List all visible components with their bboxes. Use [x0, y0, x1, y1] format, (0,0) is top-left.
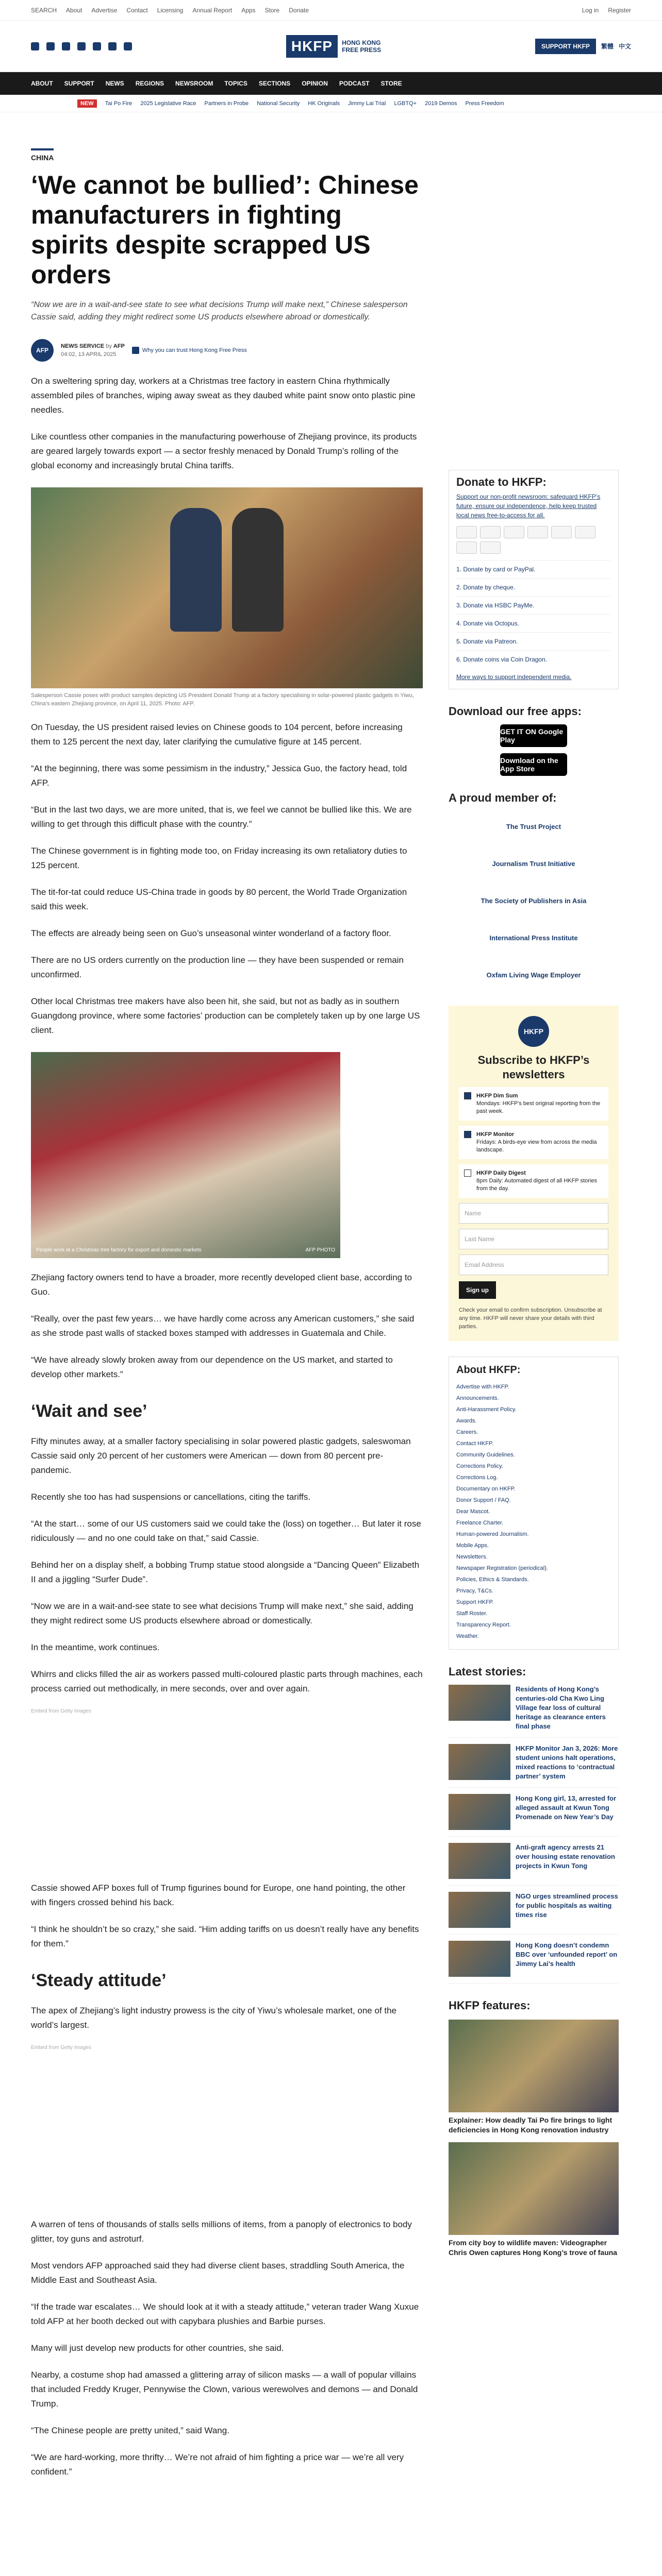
feature-title[interactable]: Explainer: How deadly Tai Po fire brings to light deficiencies in Hong Kong renovation industry: [449, 2116, 613, 2134]
article-photo-trump-figures: [31, 487, 423, 688]
newsletter-option[interactable]: [459, 1126, 608, 1159]
story-thumbnail[interactable]: [449, 1744, 510, 1780]
checkbox-unchecked[interactable]: [464, 1170, 471, 1177]
paragraph: The tit-for-tat could reduce US-China trade in goods by 80 percent, the World Trade Organization said this week.: [31, 887, 407, 911]
feature-title[interactable]: From city boy to wildlife maven: Videographer Chris Owen captures Hong Kong’s trove of fauna: [449, 2239, 617, 2257]
member-logo[interactable]: The Society of Publishers in Asia: [481, 896, 587, 905]
article-category[interactable]: CHINA: [31, 148, 54, 162]
about-link[interactable]: About: [66, 6, 82, 14]
publish-date: 04:02, 13 APRIL 2025: [61, 351, 117, 358]
story-title[interactable]: Hong Kong doesn’t condemn BBC over ‘unfounded report’ on Jimmy Lai’s health: [516, 1941, 618, 1968]
store-link[interactable]: Store: [264, 6, 280, 14]
about-link[interactable]: Human-powered Journalism.: [456, 1531, 529, 1537]
author-name[interactable]: NEWS SERVICE: [61, 343, 105, 349]
nav-topics[interactable]: TOPICS: [224, 80, 247, 87]
logo-wordmark: [342, 39, 381, 54]
masthead: [0, 21, 662, 72]
social-icons: [31, 42, 132, 50]
about-link[interactable]: Weather.: [456, 1633, 479, 1639]
paypal-icon: [527, 526, 548, 538]
paragraph: “We are hard-working, more thrifty… We’re not afraid of him fighting a price war — we’re all very confident.”: [31, 2452, 404, 2477]
article: [31, 112, 423, 2479]
paragraph: Recently she too has had suspensions or cancellations, citing the tariffs.: [31, 1492, 311, 1502]
checkbox-checked[interactable]: [464, 1131, 471, 1138]
nav-opinion[interactable]: OPINION: [302, 80, 328, 87]
newsletter-desc: 8pm Daily: Automated digest of all HKFP stories from the day.: [476, 1178, 597, 1192]
story-title[interactable]: HKFP Monitor Jan 3, 2026: More student unions halt operations, mixed reactions to ‘contractual partner’ system: [516, 1744, 618, 1780]
section-heading: ‘Wait and see’: [31, 1401, 147, 1421]
newsletter-name: HKFP Dim Sum: [476, 1093, 518, 1099]
lang-switch-zh2[interactable]: 中文: [618, 43, 631, 50]
signup-button[interactable]: Sign up: [459, 1281, 496, 1299]
trending-link[interactable]: Tai Po Fire: [105, 100, 133, 107]
mail-icon[interactable]: [108, 42, 117, 50]
figurine-shape: [232, 508, 284, 632]
trending-link[interactable]: 2025 Legislative Race: [140, 100, 196, 107]
newsletter-option[interactable]: [459, 1087, 608, 1121]
email-input[interactable]: Email Address: [459, 1255, 608, 1275]
search-link[interactable]: SEARCH: [31, 6, 57, 14]
lang-switch-zh[interactable]: 繁體: [601, 43, 614, 50]
article-photo-factory: [31, 1052, 340, 1258]
about-link[interactable]: Policies, Ethics & Standards.: [456, 1577, 529, 1583]
paragraph: “The Chinese people are pretty united,” said Wang.: [31, 2426, 229, 2435]
about-link[interactable]: Newspaper Registration (periodical).: [456, 1565, 548, 1571]
paragraph: On a sweltering spring day, workers at a Christmas tree factory in eastern China rhythmically assembled piles of branches, wiping away sweat as they daubed white paint snow onto plastic pine needles.: [31, 376, 416, 415]
nav-sections[interactable]: SECTIONS: [258, 80, 291, 87]
about-link[interactable]: Corrections Policy.: [456, 1463, 503, 1469]
getty-embed-label[interactable]: Embed from Getty Images: [31, 2045, 91, 2050]
coin-icon: [480, 541, 501, 554]
top-bar: [0, 0, 662, 21]
paragraph: Whirrs and clicks filled the air as workers passed multi-coloured plastic parts through machines, each process carried out methodically, in mere seconds, over and over again.: [31, 1669, 423, 1693]
newsletter-name: HKFP Monitor: [476, 1131, 515, 1138]
octopus-icon: [575, 526, 595, 538]
trending-link[interactable]: Partners in Probe: [204, 100, 249, 107]
byline-meta: NEWS SERVICE by AFP 04:02, 13 APRIL 2025: [61, 343, 125, 358]
section-heading: ‘Steady attitude’: [31, 1971, 167, 1990]
payment-icons: [456, 526, 611, 554]
member-logo[interactable]: Journalism Trust Initiative: [492, 859, 575, 868]
story-thumbnail[interactable]: [449, 1794, 510, 1830]
about-link[interactable]: Newsletters.: [456, 1554, 488, 1560]
paragraph: Nearby, a costume shop had amassed a glittering array of silicon masks — a wall of popular villains that included Freddy Kruger, Pennywise the Clown, various werewolves and demons — and Donald Trump.: [31, 2370, 418, 2409]
donate-option[interactable]: 6. Donate coins via Coin Dragon.: [456, 650, 611, 668]
about-link[interactable]: Anti-Harassment Policy.: [456, 1406, 517, 1413]
photo-credit: AFP PHOTO: [305, 1247, 335, 1253]
paragraph: There are no US orders currently on the production line — they have been suspended or remain unconfirmed.: [31, 955, 404, 979]
nav-news[interactable]: NEWS: [105, 80, 124, 87]
last-name-input[interactable]: Last Name: [459, 1229, 608, 1249]
paragraph: Zhejiang factory owners tend to have a broader, more recently developed client base, according to Guo.: [31, 1273, 412, 1297]
feature-image[interactable]: [449, 2142, 619, 2235]
about-widget: [449, 1357, 619, 1650]
main-nav: [0, 72, 662, 95]
donate-option[interactable]: 1. Donate by card or PayPal.: [456, 560, 611, 578]
patreon-icon: [456, 541, 477, 554]
nav-podcast[interactable]: PODCAST: [339, 80, 370, 87]
licensing-link[interactable]: Licensing: [157, 6, 184, 14]
instagram-icon[interactable]: [62, 42, 70, 50]
google-play-button[interactable]: GET IT ON Google Play: [500, 724, 567, 747]
shield-icon: [132, 347, 139, 354]
trending-link[interactable]: Jimmy Lai Trial: [348, 100, 386, 107]
paragraph: “I think he shouldn’t be so crazy,” she said. “Him adding tariffs on us doesn’t really have any benefits for them.”: [31, 1924, 419, 1948]
newsletter-logo: HKFP: [518, 1016, 549, 1047]
story-title[interactable]: Residents of Hong Kong’s centuries-old Cha Kwo Ling Village fear loss of cultural heritage as clearance enters final phase: [516, 1685, 606, 1730]
advertise-link[interactable]: Advertise: [91, 6, 118, 14]
latest-story[interactable]: [449, 1679, 619, 1738]
story-thumbnail[interactable]: [449, 1941, 510, 1977]
apps-link[interactable]: Apps: [241, 6, 256, 14]
nav-support[interactable]: SUPPORT: [64, 80, 94, 87]
donate-text-link[interactable]: Support our non-profit newsroom: safeguard HKFP’s future, ensure our independence, help keep trusted local news free-to-access for all.: [456, 493, 601, 519]
paragraph: Fifty minutes away, at a smaller factory specialising in solar powered plastic gadgets, saleswoman Cassie said only 20 percent of her customers were American — down from 80 percent pre-pandemic.: [31, 1436, 411, 1475]
paragraph: “At the beginning, there was some pessimism in the industry,” Jessica Guo, the factory head, told AFP.: [31, 764, 407, 788]
about-link[interactable]: Advertise with HKFP.: [456, 1384, 509, 1390]
newsletter-desc: Fridays: A birds-eye view from across the media landscape.: [476, 1139, 597, 1153]
newsletter-note: Check your email to confirm subscription. Unsubscribe at any time. HKFP will never share your details with third parties.: [459, 1307, 602, 1330]
apps-title: Download our free apps:: [449, 705, 582, 718]
about-link[interactable]: Mobile Apps.: [456, 1543, 489, 1549]
about-link[interactable]: Corrections Log.: [456, 1475, 498, 1481]
sidebar: [449, 112, 619, 2479]
nav-about[interactable]: ABOUT: [31, 80, 53, 87]
logo-line2: FREE PRESS: [342, 46, 382, 54]
paragraph: On Tuesday, the US president raised levies on Chinese goods to 104 percent, before increasing them to 125 percent the next day, later clarifying the cumulative figure at 145 percent.: [31, 722, 403, 747]
contact-link[interactable]: Contact: [126, 6, 148, 14]
getty-embed-label[interactable]: Embed from Getty Images: [31, 1708, 91, 1714]
donate-link[interactable]: Donate: [289, 6, 309, 14]
paragraph: In the meantime, work continues.: [31, 1642, 160, 1652]
member-logo[interactable]: Oxfam Living Wage Employer: [486, 971, 581, 979]
topbar-left: [31, 7, 309, 14]
site-logo[interactable]: [286, 35, 381, 58]
donate-title: Donate to HKFP:: [456, 476, 547, 488]
login-link[interactable]: Log in: [582, 6, 599, 14]
trending-link[interactable]: 2019 Demos: [425, 100, 457, 107]
paragraph: A warren of tens of thousands of stalls sells millions of items, from a panoply of electronics to body glitter, toy guns and astroturf.: [31, 2219, 412, 2244]
about-link[interactable]: Support HKFP.: [456, 1599, 494, 1605]
trending-bar: [0, 95, 662, 112]
about-link[interactable]: Contact HKFP.: [456, 1440, 493, 1447]
logo-line1: HONG KONG: [342, 39, 381, 46]
feature-card[interactable]: [449, 2142, 619, 2258]
proud-member-title: A proud member of:: [449, 791, 557, 804]
getty-embed-space: [31, 1714, 423, 1869]
newsletter-widget: [449, 1006, 619, 1341]
support-button[interactable]: SUPPORT HKFP: [535, 39, 596, 54]
paragraph: “We have already slowly broken away from our dependence on the US market, and started to develop other markets.”: [31, 1355, 393, 1379]
latest-story[interactable]: [449, 1886, 619, 1935]
story-title[interactable]: Anti-graft agency arrests 21 over housing estate renovation projects in Kwun Tong: [516, 1843, 615, 1870]
photo-caption-overlay: People work at a Christmas tree factory for export and domestic markets: [36, 1247, 202, 1253]
nav-newsroom[interactable]: NEWSROOM: [175, 80, 213, 87]
paragraph: “But in the last two days, we are more united, that is, we feel we cannot be bullied like this. We are willing to get through this difficult phase with the country.”: [31, 805, 412, 829]
donate-option[interactable]: 5. Donate via Patreon.: [456, 632, 611, 650]
rss-icon[interactable]: [124, 42, 132, 50]
first-name-input[interactable]: Name: [459, 1203, 608, 1224]
article-body: [31, 374, 423, 2479]
youtube-icon[interactable]: [93, 42, 101, 50]
author-org[interactable]: AFP: [113, 343, 125, 349]
about-link[interactable]: Freelance Charter.: [456, 1520, 504, 1526]
story-title[interactable]: Hong Kong girl, 13, arrested for alleged assault at Kwun Tong Promenade on New Year’s Day: [516, 1794, 617, 1821]
feature-image[interactable]: [449, 2020, 619, 2112]
new-badge: NEW: [77, 99, 97, 108]
trust-link[interactable]: [132, 347, 247, 354]
trending-link[interactable]: National Security: [257, 100, 300, 107]
nav-store[interactable]: STORE: [380, 80, 402, 87]
mastercard-icon: [456, 526, 477, 538]
paragraph: “Now we are in a wait-and-see state to see what decisions Trump will make next,” she said, adding they might redirect some US products elsewhere abroad or domestically.: [31, 1601, 413, 1625]
article-title: ‘We cannot be bullied’: Chinese manufacturers in fighting spirits despite scrapped US orders: [31, 171, 419, 289]
latest-title: Latest stories:: [449, 1665, 526, 1678]
paragraph: Like countless other companies in the manufacturing powerhouse of Zhejiang province, its products are geared largely towards export — a sector freshly menaced by Donald Trump’s rolling of the global economy and increasingly brutal China tariffs.: [31, 432, 417, 470]
paragraph: Behind her on a display shelf, a bobbing Trump statue stood alongside a “Dancing Queen” Elizabeth II and a jiggling “Surfer Dude”.: [31, 1560, 420, 1584]
threads-icon[interactable]: [77, 42, 86, 50]
app-store-button[interactable]: Download on the App Store: [500, 753, 567, 776]
trending-link[interactable]: HK Originals: [308, 100, 340, 107]
about-link[interactable]: Donor Support / FAQ.: [456, 1497, 511, 1503]
story-title[interactable]: NGO urges streamlined process for public hospitals as waiting times rise: [516, 1892, 618, 1919]
latest-story[interactable]: [449, 1738, 619, 1788]
donate-option[interactable]: 4. Donate via Octopus.: [456, 614, 611, 632]
about-link[interactable]: Privacy, T&Cs.: [456, 1588, 493, 1594]
about-link[interactable]: Awards.: [456, 1418, 477, 1424]
newsletter-option[interactable]: [459, 1164, 608, 1198]
paragraph: Many will just develop new products for other countries, she said.: [31, 2343, 284, 2353]
paragraph: The effects are already being seen on Guo’s unseasonal winter wonderland of a factory floor.: [31, 928, 391, 938]
latest-story[interactable]: [449, 1788, 619, 1837]
about-link[interactable]: Staff Roster.: [456, 1611, 488, 1617]
paragraph: “Really, over the past few years… we have hardly come across any American customers,” she said as she strode past walls of stacked boxes stamped with addresses in Guatemala and Chile.: [31, 1314, 415, 1338]
story-thumbnail[interactable]: [449, 1892, 510, 1928]
paragraph: Most vendors AFP approached said they had diverse client bases, straddling South America, the Middle East and Southeast Asia.: [31, 2261, 405, 2285]
more-ways-link[interactable]: More ways to support independent media.: [456, 673, 572, 681]
trending-link[interactable]: LGBTQ+: [394, 100, 417, 107]
logo-mark: HKFP: [286, 35, 338, 58]
about-title: About HKFP:: [456, 1364, 521, 1376]
about-link[interactable]: Documentary on HKFP.: [456, 1486, 516, 1492]
donate-option[interactable]: 3. Donate via HSBC PayMe.: [456, 596, 611, 614]
story-thumbnail[interactable]: [449, 1685, 510, 1721]
photo-caption: Salesperson Cassie poses with product samples depicting US President Donald Trump at a factory specialising in solar-powered plastic gadgets in Yiwu, China’s eastern Zhejiang province, on April 11, 2025. Photo: AFP.: [31, 692, 414, 707]
about-link[interactable]: Careers.: [456, 1429, 478, 1435]
features-title: HKFP features:: [449, 1999, 531, 2012]
checkbox-checked[interactable]: [464, 1092, 471, 1099]
figurine-shape: [170, 508, 222, 632]
masthead-actions: [535, 39, 631, 54]
donate-option[interactable]: 2. Donate by cheque.: [456, 578, 611, 596]
getty-embed-space: [31, 2050, 423, 2205]
paragraph: The apex of Zhejiang’s light industry prowess is the city of Yiwu’s wholesale market, one of the world’s largest.: [31, 2006, 397, 2030]
feature-card[interactable]: [449, 2020, 619, 2135]
author-avatar[interactable]: AFP: [31, 339, 54, 362]
paragraph: Cassie showed AFP boxes full of Trump figurines bound for Europe, one hand pointing, the other with fingers crossed behind his back.: [31, 1883, 406, 1907]
about-link[interactable]: Dear Mascot.: [456, 1509, 490, 1515]
donate-options: [456, 560, 611, 668]
about-link[interactable]: Community Guidelines.: [456, 1452, 515, 1458]
topbar-right: [582, 7, 631, 14]
about-link[interactable]: Announcements.: [456, 1395, 499, 1401]
about-link[interactable]: Transparency Report.: [456, 1622, 511, 1628]
register-link[interactable]: Register: [608, 6, 631, 14]
member-logo[interactable]: International Press Institute: [489, 934, 578, 942]
paragraph: “At the start… some of our US customers said we could take the (loss) on together… But later it rose ridiculously — and no one could take on that,” said Cassie.: [31, 1519, 421, 1543]
story-thumbnail[interactable]: [449, 1843, 510, 1879]
paragraph: “If the trade war escalates… We should look at it with a steady attitude,” veteran trader Wang Xuxue told AFP at her booth decked out with capybara plushies and Barbie purses.: [31, 2302, 419, 2326]
amex-icon: [504, 526, 524, 538]
paragraph: The Chinese government is in fighting mode too, on Friday increasing its own retaliatory duties to 125 percent.: [31, 846, 407, 870]
article-standfirst: “Now we are in a wait-and-see state to see what decisions Trump will make next,” Chinese salesperson Cassie said, adding they might redirect some US products elsewhere abroad or domestically.: [31, 300, 408, 321]
donate-widget: [449, 470, 619, 689]
facebook-icon[interactable]: [46, 42, 55, 50]
member-logo[interactable]: The Trust Project: [506, 822, 561, 831]
newsletter-desc: Mondays: HKFP’s best original reporting from the past week.: [476, 1100, 601, 1114]
newsletter-name: HKFP Daily Digest: [476, 1170, 526, 1176]
twitter-icon[interactable]: [31, 42, 39, 50]
payme-icon: [551, 526, 572, 538]
page-body: [0, 112, 662, 2479]
annual-report-link[interactable]: Annual Report: [192, 6, 233, 14]
newsletter-title: Subscribe to HKFP’s newsletters: [477, 1054, 590, 1081]
latest-story[interactable]: [449, 1837, 619, 1886]
nav-regions[interactable]: REGIONS: [135, 80, 164, 87]
paragraph: Other local Christmas tree makers have also been hit, she said, but not as badly as in southern Guangdong province, where some factories’ production can be completely taken up by one large US client.: [31, 996, 420, 1035]
visa-icon: [480, 526, 501, 538]
latest-story[interactable]: [449, 1935, 619, 1984]
trending-link[interactable]: Press Freedom: [465, 100, 504, 107]
trust-label: Why you can trust Hong Kong Free Press: [142, 347, 247, 353]
byline: [31, 339, 423, 362]
